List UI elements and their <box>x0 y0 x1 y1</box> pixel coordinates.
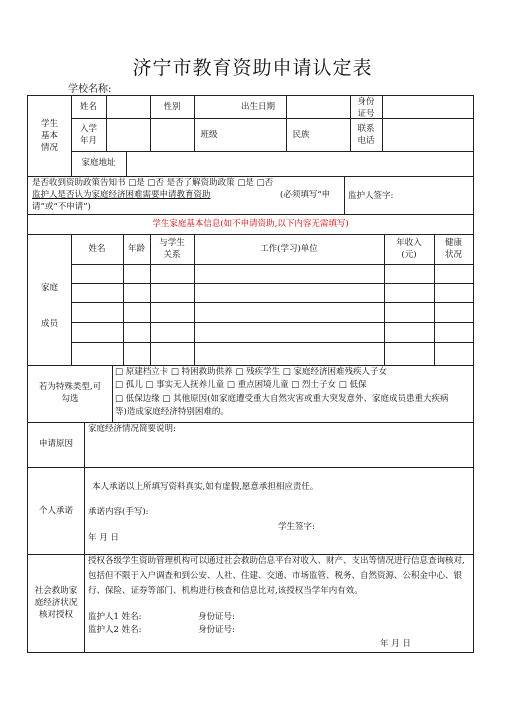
family-col-income: 年收入 (元) <box>396 238 422 260</box>
special-type-label: 若为特殊类型,可 勾选 <box>38 382 102 404</box>
special-type-line4: 等)造成家庭经济特别困难的。 <box>115 407 229 417</box>
family-col-age: 年龄 <box>127 244 145 254</box>
apply-options-note: 请”或“不申请”) <box>32 202 91 212</box>
reason-label: 申请原因 <box>38 439 73 449</box>
reason-prompt: 家庭经济情况简要说明: <box>88 424 176 434</box>
policy-question-line: 是否收到资助政策告知书 □是 □否 是否了解资助政策 □是 □否 <box>32 178 274 188</box>
family-col-workplace: 工作(学习)单位 <box>260 244 318 254</box>
school-name-label: 学校名称: <box>68 84 112 95</box>
enroll-date-label: 入学 年月 <box>79 124 97 146</box>
guardian1-id-label: 身份证号: <box>198 612 235 622</box>
student-signature-label: 学生签字: <box>278 522 315 532</box>
promise-date: 年 月 日 <box>88 533 119 543</box>
promise-statement: 本人承诺以上所填写资料真实,如有虚假,愿意承担相应责任。 <box>92 482 319 492</box>
special-type-line3: □ 低保边缘 □ 其他原因(如家庭遭受重大自然灾害或重大突发意外、家庭成员患重大疾病 <box>115 394 449 404</box>
promise-label: 个人承诺 <box>38 506 73 516</box>
id-number-label: 身份 证号 <box>357 97 375 119</box>
gender-label: 性别 <box>163 102 181 112</box>
birth-date-label: 出生日期 <box>240 102 275 112</box>
guardian-apply-question: 监护人是否认为家庭经济困难需要申请教育资助 <box>32 190 211 200</box>
family-members-label: 家庭 成员 <box>40 283 58 329</box>
ethnicity-label: 民族 <box>292 130 310 140</box>
address-label: 家庭地址 <box>81 158 116 168</box>
student-info-label: 学生 基本 情况 <box>40 119 58 153</box>
authorization-text: 授权各级学生资助管理机构可以通过社会救助信息平台对收入、财产、支出等情况进行信息查询核对,包括但不限于入户调查和到公安、人社、住建、交通、市场监管、税务、自然资源、公积金中心、银行、保险、证券等部门、机构进行核查和信息比对,该授权当学年内有效。 <box>88 556 465 596</box>
guardian2-name-label: 监护人2 姓名: <box>88 625 142 635</box>
application-form <box>27 95 474 653</box>
name-label: 姓名 <box>79 102 97 112</box>
authorization-date: 年 月 日 <box>380 639 411 649</box>
page-title: 济宁市教育资助申请认定表 <box>132 57 373 79</box>
authorization-label: 社会救助家 庭经济状况 核对授权 <box>34 586 78 620</box>
family-col-health: 健康 状况 <box>444 238 462 260</box>
guardian1-name-label: 监护人1 姓名: <box>88 612 142 622</box>
family-col-relation: 与学生 关系 <box>159 238 185 260</box>
guardian2-id-label: 身份证号: <box>198 625 235 635</box>
must-fill-note: (必须填写“申 <box>280 190 331 200</box>
special-type-line1: □ 原建档立卡 □ 特困救助供养 □ 残疾学生 □ 家庭经济困难残疾人子女 <box>115 367 388 377</box>
promise-content-label: 承诺内容(手写): <box>88 507 149 517</box>
phone-label: 联系 电话 <box>357 124 375 146</box>
family-col-name: 姓名 <box>88 244 106 254</box>
class-label: 班级 <box>200 130 218 140</box>
family-info-header: 学生家庭基本信息(如不申请资助,以下内容无需填写) <box>152 219 349 229</box>
guardian-signature-label: 监护人签字: <box>348 191 394 201</box>
special-type-line2: □ 孤儿 □ 事实无人抚养儿童 □ 重点困境儿童 □ 烈士子女 □ 低保 <box>115 380 367 390</box>
